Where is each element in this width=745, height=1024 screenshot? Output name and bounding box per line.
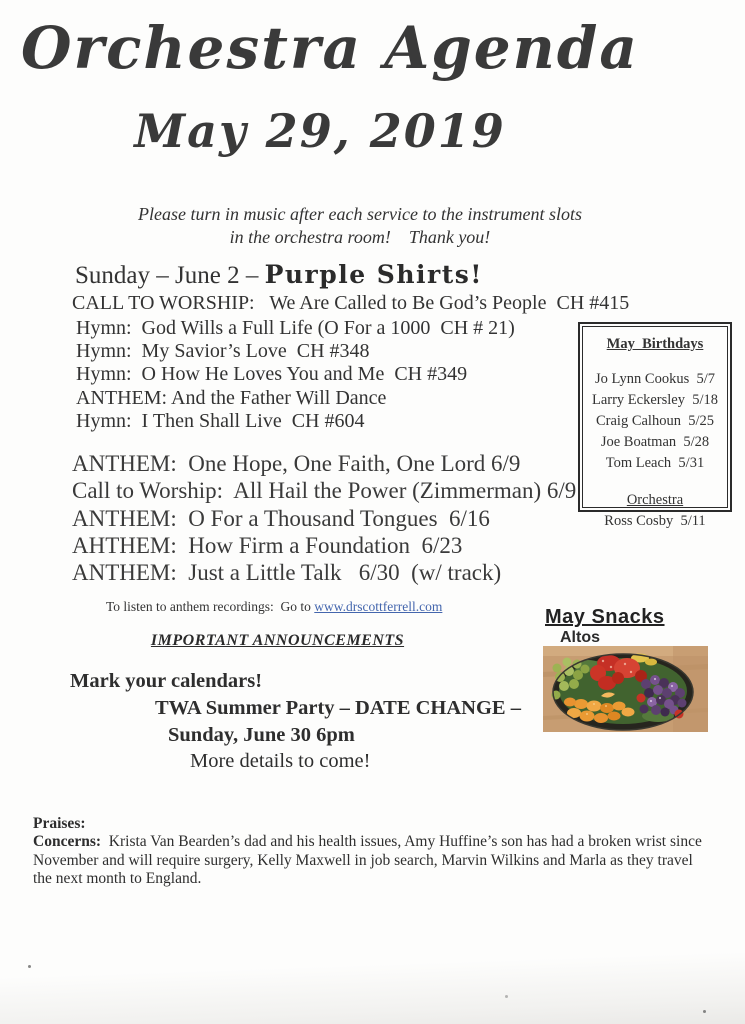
- concerns-label: Concerns:: [33, 833, 102, 850]
- birthday-item: Tom Leach 5/31: [605, 455, 705, 471]
- scan-shadow: [0, 929, 745, 1024]
- upcoming-anthem-list: [72, 450, 576, 586]
- birthday-item: Larry Eckersley 5/18: [591, 392, 719, 408]
- announcement-party: TWA Summer Party – DATE CHANGE –: [155, 697, 521, 719]
- praises-label: Praises:: [33, 815, 86, 832]
- hymn-item: Hymn: O How He Loves You and Me CH #349: [76, 363, 468, 386]
- birthday-item: Craig Calhoun 5/25: [595, 413, 714, 429]
- anthem-item: ANTHEM: And the Father Will Dance: [76, 386, 387, 409]
- upcoming-anthem-item: ANTHEM: Just a Little Talk 6/30 (w/ track): [72, 560, 502, 586]
- page-title: Orchestra Agenda: [20, 14, 639, 82]
- service-date-text: Sunday – June 2 –: [75, 262, 265, 289]
- recordings-note-text: To listen to anthem recordings: Go to: [106, 599, 315, 614]
- notice-line-2: in the orchestra room! Thank you!: [229, 227, 491, 247]
- birthday-item: Joe Boatman 5/28: [600, 434, 710, 450]
- scan-speck: [505, 995, 508, 998]
- scan-speck: [703, 1010, 706, 1013]
- notice-line-1: Please turn in music after each service to the instrument slots: [138, 204, 582, 224]
- concerns-text: Krista Van Bearden’s dad and his health issues, Amy Huffine’s son has had a broken wrist since November and will require surgery, Kelly Maxwell in job search, Marvin Wilkins and Marla as they travel the next month to England.: [33, 833, 706, 887]
- scan-speck: [28, 965, 31, 968]
- birthday-item: Ross Cosby 5/11: [604, 513, 706, 529]
- announcement-details: More details to come!: [190, 750, 371, 772]
- shirt-color-callout: Purple Shirts!: [264, 260, 483, 289]
- recordings-note: [106, 599, 442, 615]
- upcoming-anthem-item: AHTHEM: How Firm a Foundation 6/23: [72, 532, 463, 558]
- hymn-item: Hymn: I Then Shall Live CH #604: [76, 409, 365, 432]
- upcoming-anthem-item: ANTHEM: O For a Thousand Tongues 6/16: [72, 505, 490, 531]
- birthdays-title: May Birthdays: [606, 336, 704, 352]
- birthdays-orchestra-subtitle: Orchestra: [626, 492, 684, 508]
- upcoming-anthem-item: Call to Worship: All Hail the Power (Zimmerman) 6/9: [72, 478, 577, 504]
- announcement-calendars: Mark your calendars!: [70, 670, 263, 692]
- upcoming-anthem-item: ANTHEM: One Hope, One Faith, One Lord 6/9: [72, 451, 521, 476]
- recordings-link[interactable]: www.drscottferrell.com: [314, 599, 443, 614]
- fruit-platter-photo: [543, 646, 708, 732]
- call-to-worship-line: CALL TO WORSHIP: We Are Called to Be God’s People CH #415: [72, 292, 630, 314]
- announcement-party-date: Sunday, June 30 6pm: [168, 724, 355, 746]
- snacks-group-altos: Altos: [560, 629, 600, 646]
- announcements-heading: IMPORTANT ANNOUNCEMENTS: [150, 632, 405, 649]
- service-heading: [75, 260, 483, 290]
- hymn-list: [76, 317, 515, 433]
- may-birthdays-box: [578, 322, 732, 529]
- hymn-item: Hymn: My Savior’s Love CH #348: [76, 340, 370, 363]
- birthday-item: Jo Lynn Cookus 5/7: [594, 371, 716, 387]
- hymn-item: Hymn: God Wills a Full Life (O For a 1000 CH # 21): [76, 317, 515, 339]
- page-date: May 29, 2019: [134, 104, 506, 158]
- birthdays-list: [580, 369, 730, 474]
- music-return-notice: [40, 203, 680, 249]
- may-snacks-title: May Snacks: [545, 606, 665, 628]
- concerns-paragraph: [33, 833, 708, 889]
